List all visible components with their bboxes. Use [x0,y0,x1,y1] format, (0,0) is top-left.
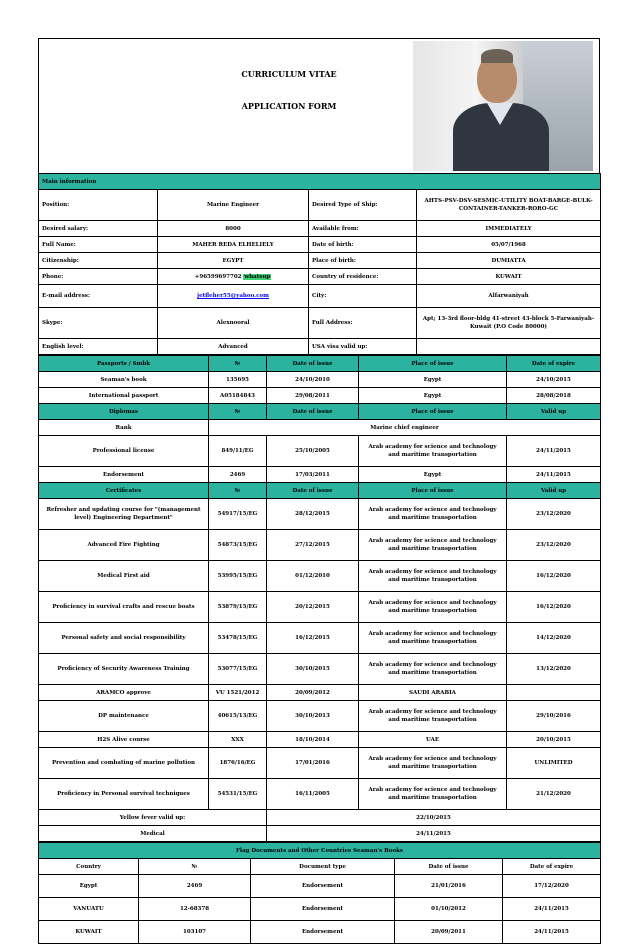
info-row [39,269,601,285]
table-cell: 14/12/2020 [507,623,601,654]
field-value [158,308,309,339]
table-cell: Proficiency in survival crafts and rescue boats [39,592,209,623]
table-cell: 16/12/2020 [507,592,601,623]
section-label-flag: Flag Documents and Other Countries Seaman's Books [39,843,601,859]
table-cell: VANUATU [39,898,139,921]
table-cell: Arab academy for science and technology and maritime transportation [359,592,507,623]
field-label: Position: [39,190,158,221]
info-row [39,237,601,253]
email-link[interactable]: jetfleher55@yahoo.com [197,293,269,299]
column-header: Diplomas [39,404,209,420]
certificate-row [39,779,601,810]
certificate-row [39,561,601,592]
table-cell: 2469 [139,875,251,898]
section-label-main: Main information [39,174,601,190]
table-cell: 21/01/2016 [395,875,503,898]
table-cell: 20/12/2015 [267,592,359,623]
table-cell: 24/11/2015 [507,436,601,467]
column-header: № [139,859,251,875]
flag-row [39,875,601,898]
table-cell: 2469 [209,467,267,483]
table-cell: 16/12/2020 [507,561,601,592]
table-cell: 24/11/2015 [503,898,601,921]
table-cell: Professional license [39,436,209,467]
table-cell: XXX [209,732,267,748]
column-header: Country [39,859,139,875]
table-cell: KUWAIT [39,921,139,944]
table-cell: Prevention and combating of marine pollution [39,748,209,779]
field-value-text: MAHER REDA ELHELIELY [192,241,274,248]
column-header: № [209,404,267,420]
table-cell: 27/12/2015 [267,530,359,561]
field-value [158,190,309,221]
table-cell: 103107 [139,921,251,944]
field-value-text: Alexnooral [216,320,250,326]
column-header: Valid up [507,483,601,499]
table-cell: 23/12/2020 [507,530,601,561]
field-value [158,339,309,355]
field-label: Desired salary: [39,221,158,237]
table-cell: 54873/15/EG [209,530,267,561]
column-header: Place of issue [359,483,507,499]
column-header: Certificates [39,483,209,499]
table-cell: Egypt [359,372,507,388]
table-cell: Egypt [359,467,507,483]
table-cell: 01/12/2010 [267,561,359,592]
table-cell: 53995/15/EG [209,561,267,592]
column-header: Place of issue [359,404,507,420]
table-cell: Personal safety and social responsibility [39,623,209,654]
column-header: Place of issue [359,356,507,372]
table-cell: Endorsement [251,921,395,944]
flag-row [39,921,601,944]
yellow-fever-label: Yellow fever valid up: [39,810,267,826]
page-title: CURRICULUM VITAE [241,69,337,79]
yellow-fever-row [39,810,601,826]
column-header: Date of expire [503,859,601,875]
table-cell: Egypt [39,875,139,898]
table-cell: 24/11/2015 [503,921,601,944]
column-header: № [209,483,267,499]
whatsapp-badge: whatsup [244,273,271,280]
field-label: Full Address: [309,308,417,339]
field-value: AHTS-PSV-DSV-SESMIC-UTILITY BOAT-BARGE-BULK-CONTAINER-TANKER-RORO-GC [417,190,601,221]
rank-value: Marine chief engineer [209,420,601,436]
table-cell: SAUDI ARABIA [359,685,507,701]
yellow-fever-value: 22/10/2015 [267,810,601,826]
table-cell: Arab academy for science and technology and maritime transportation [359,779,507,810]
certificate-row [39,685,601,701]
table-cell: Arab academy for science and technology and maritime transportation [359,561,507,592]
flag-column-headers [39,859,601,875]
flag-docs-table [38,842,601,944]
table-cell: A05184843 [209,388,267,404]
table-cell: 53879/15/EG [209,592,267,623]
field-value: Apt; 13-3rd floor-bldg 41-street 43-block 5-Farwaniyah-Kuwait (P.O Code 80000) [417,308,601,339]
header-frame [38,38,600,173]
table-cell: Endorsement [39,467,209,483]
table-cell: Arab academy for science and technology and maritime transportation [359,499,507,530]
table-cell: 16/12/2015 [267,623,359,654]
field-label: Citizenship: [39,253,158,269]
table-cell: Arab academy for science and technology and maritime transportation [359,701,507,732]
table-cell: 24/11/2015 [507,467,601,483]
field-value-text: EGYPT [222,257,244,264]
diploma-row [39,467,601,483]
rank-row [39,420,601,436]
field-label: City: [309,285,417,308]
table-cell: 40615/13/EG [209,701,267,732]
field-value [417,339,601,355]
field-label: Phone: [39,269,158,285]
certificate-row [39,654,601,685]
table-cell: UAE [359,732,507,748]
field-label: E-mail address: [39,285,158,308]
table-cell: 28/12/2015 [267,499,359,530]
table-cell: Endorsement [251,898,395,921]
field-value [158,237,309,253]
field-label: USA visa valid up: [309,339,417,355]
column-header: Document type [251,859,395,875]
table-cell: 21/12/2020 [507,779,601,810]
column-header: Date of issue [267,483,359,499]
column-header: Date of issue [395,859,503,875]
field-label: Desired Type of Ship: [309,190,417,221]
table-cell: Arab academy for science and technology and maritime transportation [359,748,507,779]
table-cell: H2S Alive course [39,732,209,748]
table-cell: 17/03/2011 [267,467,359,483]
table-cell: 01/10/2012 [395,898,503,921]
certificate-row [39,530,601,561]
table-cell: 25/10/2005 [267,436,359,467]
info-row [39,221,601,237]
certificates-header [39,483,601,499]
table-cell: International passport [39,388,209,404]
table-cell: Proficiency of Security Awareness Training [39,654,209,685]
documents-table [38,355,601,842]
column-header: Date of issue [267,404,359,420]
table-cell: 53478/15/EG [209,623,267,654]
table-cell: 20/09/2012 [267,685,359,701]
certificate-row [39,748,601,779]
field-value-text: +96599697702 [194,273,242,280]
info-row [39,339,601,355]
table-cell: DP maintenance [39,701,209,732]
page-subtitle: APPLICATION FORM [241,101,337,111]
table-cell: 54917/15/EG [209,499,267,530]
field-value: 05/07/1968 [417,237,601,253]
diploma-row [39,436,601,467]
table-cell: Arab academy for science and technology and maritime transportation [359,436,507,467]
passport-row [39,388,601,404]
medical-value: 24/11/2015 [267,826,601,842]
table-cell: 12-68378 [139,898,251,921]
table-cell: 16/11/2005 [267,779,359,810]
field-label: Date of birth: [309,237,417,253]
field-label: English level: [39,339,158,355]
passports-header [39,356,601,372]
table-cell: 30/10/2013 [267,701,359,732]
field-value-text: Advanced [218,343,248,350]
table-cell: ARAMCO approve [39,685,209,701]
medical-label: Medical [39,826,267,842]
table-cell: 20/09/2011 [395,921,503,944]
table-cell: 18/10/2014 [267,732,359,748]
table-cell: 30/10/2015 [267,654,359,685]
field-value [158,269,309,285]
table-cell: 29/10/2016 [507,701,601,732]
column-header: Date of expire [507,356,601,372]
table-cell: 135695 [209,372,267,388]
table-cell: Refresher and updating course for "(management level) Engineering Department" [39,499,209,530]
rank-label: Rank [39,420,209,436]
flag-section-header [39,843,601,859]
field-value [158,253,309,269]
main-info-table [38,173,601,355]
table-cell: UNLIMITED [507,748,601,779]
info-row [39,308,601,339]
table-cell: Advanced Fire Fighting [39,530,209,561]
certificate-row [39,499,601,530]
table-cell: 24/10/2010 [267,372,359,388]
table-cell: Medical First aid [39,561,209,592]
table-cell: Endorsement [251,875,395,898]
table-cell: 24/10/2015 [507,372,601,388]
title-block [159,69,419,111]
table-cell: 20/10/2015 [507,732,601,748]
field-label: Skype: [39,308,158,339]
table-cell: 28/08/2018 [507,388,601,404]
table-cell: Arab academy for science and technology and maritime transportation [359,623,507,654]
field-label: Country of residence: [309,269,417,285]
field-value: Alfarwaniyah [417,285,601,308]
certificate-row [39,592,601,623]
field-value: DUMIATTA [417,253,601,269]
field-value: KUWAIT [417,269,601,285]
table-cell: 54531/15/EG [209,779,267,810]
passport-row [39,372,601,388]
table-cell: Seaman's book [39,372,209,388]
field-value [158,285,309,308]
table-cell: 849/11/EG [209,436,267,467]
field-label: Place of birth: [309,253,417,269]
certificate-row [39,623,601,654]
medical-row [39,826,601,842]
field-value-text: 8000 [225,225,241,232]
table-cell: 17/01/2016 [267,748,359,779]
table-cell: 53077/15/EG [209,654,267,685]
flag-row [39,898,601,921]
table-cell [507,685,601,701]
table-cell: Egypt [359,388,507,404]
table-cell: 17/12/2020 [503,875,601,898]
field-value-text: Marine Engineer [206,202,260,208]
field-label: Available from: [309,221,417,237]
field-label: Full Name: [39,237,158,253]
info-row [39,253,601,269]
column-header: № [209,356,267,372]
column-header: Valid up [507,404,601,420]
table-cell: Arab academy for science and technology and maritime transportation [359,654,507,685]
column-header: Date of issue [267,356,359,372]
table-cell: 13/12/2020 [507,654,601,685]
table-cell: Arab academy for science and technology and maritime transportation [359,530,507,561]
table-cell: 23/12/2020 [507,499,601,530]
applicant-photo [413,41,593,171]
table-cell: 1876/16/EG [209,748,267,779]
field-value [158,221,309,237]
table-cell: Proficiency in Personal survival techniques [39,779,209,810]
info-row [39,285,601,308]
field-value: IMMEDIATELY [417,221,601,237]
info-row [39,190,601,221]
certificate-row [39,701,601,732]
column-header: Passports / Smbk [39,356,209,372]
section-header-main [39,174,601,190]
table-cell: VU 1521/2012 [209,685,267,701]
certificate-row [39,732,601,748]
table-cell: 29/08/2011 [267,388,359,404]
diplomas-header [39,404,601,420]
